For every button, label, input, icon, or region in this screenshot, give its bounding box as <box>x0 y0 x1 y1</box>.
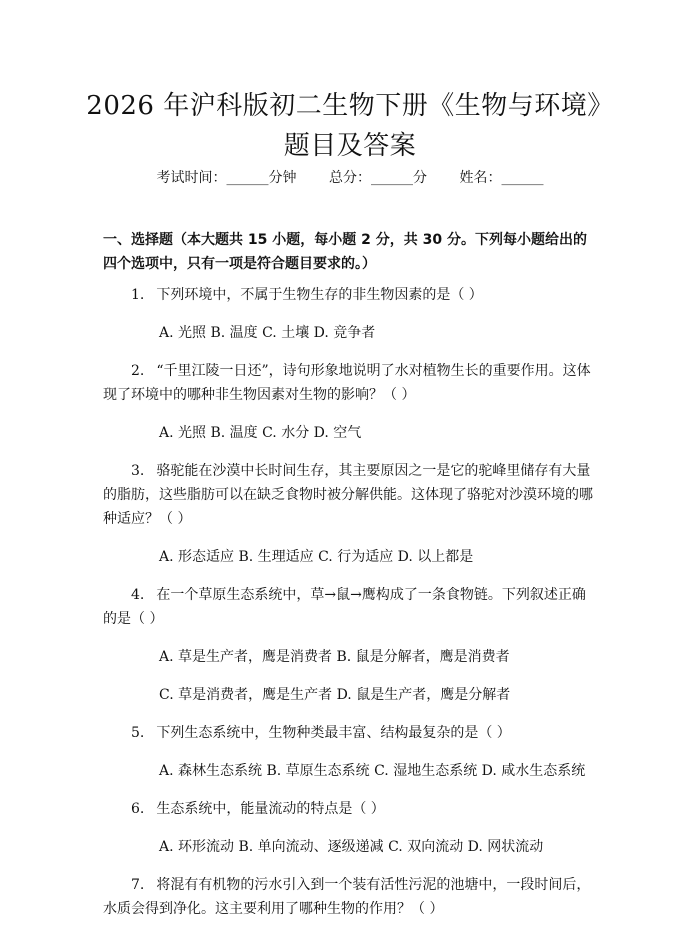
question-number: 3. <box>131 463 145 479</box>
question-number: 2. <box>131 363 145 379</box>
question-text: 将混有有机物的污水引入到一个装有活性污泥的池塘中，一段时间后，水质会得到净化。这主要利用了哪种生物的作用？（ ） <box>103 877 591 917</box>
question-4-options: A. 草是生产者，鹰是消费者 B. 鼠是分解者，鹰是消费者 <box>159 649 510 665</box>
question-5 <box>103 721 599 745</box>
question-6-options: A. 环形流动 B. 单向流动、逐级递减 C. 双向流动 D. 网状流动 <box>159 839 544 855</box>
question-text: 生态系统中，能量流动的特点是（ ） <box>156 801 385 817</box>
question-text: “千里江陵一日还”，诗句形象地说明了水对植物生长的重要作用。这体现了环境中的哪种非生物因素对生物的影响？（ ） <box>103 363 591 403</box>
title-line-1: 2026 年沪科版初二生物下册《生物与环境》 <box>86 91 614 121</box>
student-name <box>459 168 543 188</box>
question-number: 4. <box>131 587 145 603</box>
question-number: 6. <box>131 801 145 817</box>
score-unit: 分 <box>413 170 427 186</box>
time-unit: 分钟 <box>268 170 297 186</box>
question-text: 下列生态系统中，生物种类最丰富、结构最复杂的是（ ） <box>156 725 511 741</box>
question-6 <box>103 797 599 821</box>
question-number: 1. <box>131 287 145 303</box>
question-4-options: C. 草是消费者，鹰是生产者 D. 鼠是生产者，鹰是分解者 <box>159 687 511 703</box>
question-5-options: A. 森林生态系统 B. 草原生态系统 C. 湿地生态系统 D. 咸水生态系统 <box>159 763 586 779</box>
question-list <box>103 283 599 935</box>
exam-meta <box>0 168 700 188</box>
name-blank: ______ <box>501 170 544 186</box>
name-label: 姓名： <box>459 170 502 186</box>
question-7 <box>103 873 599 921</box>
time-label: 考试时间： <box>156 170 227 186</box>
question-2 <box>103 359 599 407</box>
question-1 <box>103 283 599 307</box>
exam-time <box>157 168 297 188</box>
question-text: 骆驼能在沙漠中长时间生存，其主要原因之一是它的驼峰里储存有大量的脂肪，这些脂肪可以在缺乏食物时被分解供能。这体现了骆驼对沙漠环境的哪种适应？（ ） <box>103 463 593 527</box>
question-text: 在一个草原生态系统中，草→鼠→鹰构成了一条食物链。下列叙述正确的是（ ） <box>103 587 586 627</box>
question-1-options: A. 光照 B. 温度 C. 土壤 D. 竞争者 <box>159 325 376 341</box>
question-3-options: A. 形态适应 B. 生理适应 C. 行为适应 D. 以上都是 <box>159 549 474 565</box>
question-number: 7. <box>131 877 145 893</box>
question-number: 5. <box>131 725 145 741</box>
section-heading: 一、选择题（本大题共 15 小题，每小题 2 分，共 30 分。下列每小题给出的四个选项中，只有一项是符合题目要求的。） <box>103 232 587 272</box>
title-line-2: 题目及答案 <box>283 131 417 161</box>
time-blank: ______ <box>226 170 269 186</box>
question-3 <box>103 459 599 531</box>
total-score <box>329 168 427 188</box>
question-2-options: A. 光照 B. 温度 C. 水分 D. 空气 <box>159 425 362 441</box>
question-text: 下列环境中，不属于生物生存的非生物因素的是（ ） <box>156 287 483 303</box>
question-4 <box>103 583 599 631</box>
score-blank: ______ <box>371 170 413 186</box>
score-label: 总分： <box>329 170 371 186</box>
document-title <box>60 86 640 166</box>
